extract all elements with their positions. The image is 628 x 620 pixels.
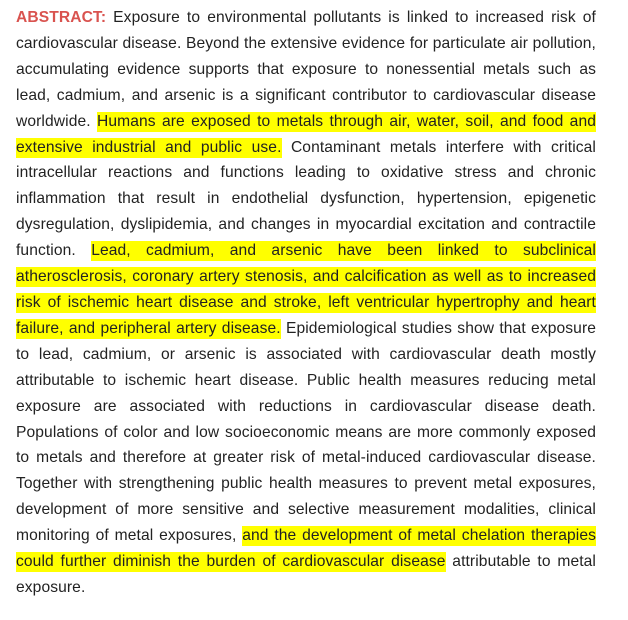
abstract-paragraph <box>16 5 596 601</box>
highlighted-text-segment: Humans are exposed to metals through air, water, soil, and food and extensive industrial and public use. <box>16 112 596 156</box>
abstract-label: ABSTRACT: <box>16 9 107 26</box>
abstract-text-segment: Epidemiological studies show that exposure to lead, cadmium, or arsenic is associated with cardiovascular death mostly attributable to ischemic heart disease. Public health measures reducing metal exposure are associated with reductions in cardiovascular disease death. Populations of color and low socioeconomic means are more commonly exposed to metals and therefore at greater risk of metal-induced cardiovascular disease. Together with strengthening public health measures to prevent metal exposures, development of more sensitive and selective measurement modalities, clinical monitoring of metal exposures, <box>16 319 597 545</box>
abstract-text-segment: Exposure to environmental pollutants is linked to increased risk of cardiovascular disease. Beyond the extensive evidence for particulate air pollution, accumulating evidence supports that exposure to nonessential metals such as lead, cadmium, and arsenic is a significant contributor to cardiovascular disease worldwide. <box>16 9 596 130</box>
highlighted-text-segment: Lead, cadmium, and arsenic have been linked to subclinical atherosclerosis, coronary artery stenosis, and calcification as well as to increased risk of ischemic heart disease and stroke, left ventricular hypertrophy and heart failure, and peripheral artery disease. <box>16 242 596 337</box>
abstract-text-segment: attributable to metal exposure. <box>16 553 596 596</box>
abstract-text-segment: Contaminant metals interfere with critical intracellular reactions and functions leading to oxidative stress and chronic inflammation that result in endothelial dysfunction, hypertension, epigenetic dysregulation, dyslipidemia, and changes in myocardial excitation and contractile function. <box>16 138 596 260</box>
highlighted-text-segment: and the development of metal chelation therapies could further diminish the burden of cardiovascular disease <box>16 527 596 571</box>
